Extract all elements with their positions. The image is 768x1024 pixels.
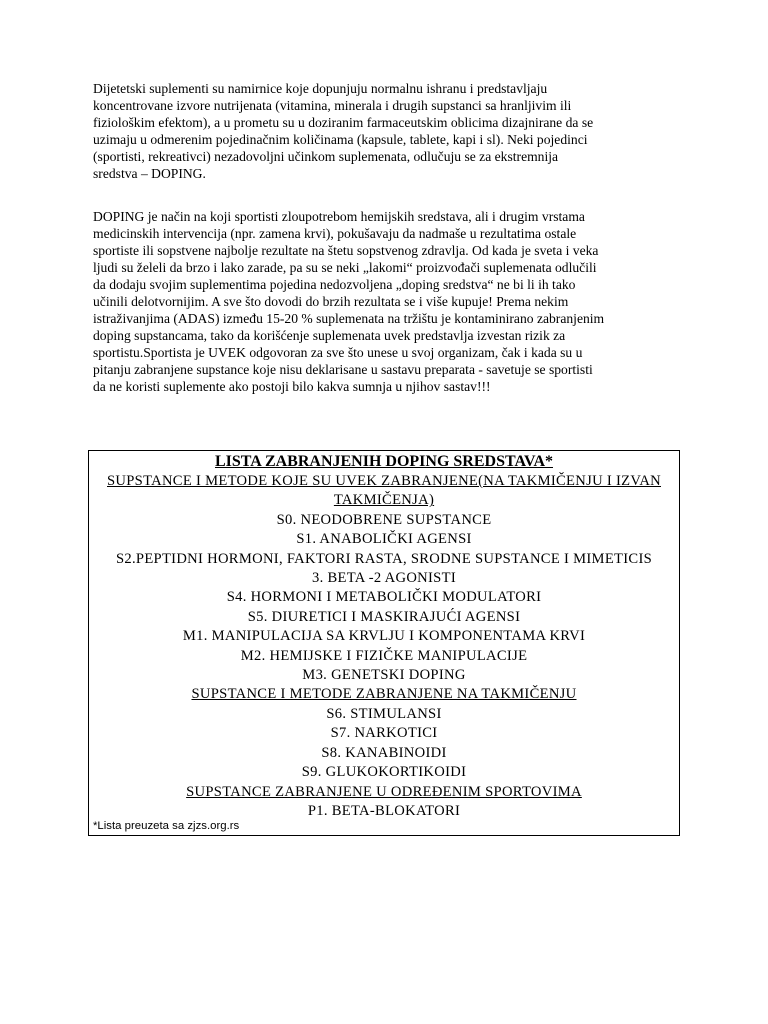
doping-paragraph-line: sportistu.Sportista je UVEK odgovoran za sve što unese u svoj organizam, čak i kada su u bbox=[93, 345, 583, 360]
list-item: P1. BETA-BLOKATORI bbox=[307, 802, 461, 819]
intro-paragraph bbox=[93, 80, 673, 182]
intro-line: (sportisti, rekreativci) nezadovoljni učinkom suplemenata, odlučuju se za ekstremnija bbox=[93, 149, 559, 164]
intro-line: fiziološkim efektom), a u prometu su u doziranim farmaceutskim oblicima dizajnirane da se bbox=[93, 115, 594, 130]
doping-paragraph-line: medicinskih intervencija (npr. zamena krvi), pokušavaju da nadmaše u rezultatima ostale bbox=[93, 226, 577, 241]
doping-paragraph-line: pitanju zabranjene supstance koje nisu deklarisane u sastavu preparata - savetuje se sportisti bbox=[93, 362, 593, 377]
list-item: S1. ANABOLIČKI AGENSI bbox=[296, 531, 472, 548]
list-item: M2. HEMIJSKE I FIZIČKE MANIPULACIJE bbox=[240, 647, 528, 664]
list-item: 3. BETA -2 AGONISTI bbox=[312, 570, 456, 587]
list-item: S0. NEODOBRENE SUPSTANCE bbox=[276, 511, 492, 528]
list-item: S2.PEPTIDNI HORMONI, FAKTORI RASTA, SRODNE SUPSTANCE I MIMETICIS bbox=[115, 550, 653, 567]
doping-paragraph-line: doping supstancama, tako da korišćenje suplemenata uvek predstavlja izvestan rizik za bbox=[93, 328, 566, 343]
list-item: M1. MANIPULACIJA SA KRVLJU I KOMPONENTAMA KRVI bbox=[182, 628, 586, 645]
doping-paragraph-line: DOPING je način na koji sportisti zloupotrebom hemijskih sredstava, ali i drugim vrstama bbox=[93, 209, 585, 224]
intro-line: koncentrovane izvore nutrijenata (vitamina, minerala i drugih supstanci sa hranljivim ili bbox=[93, 98, 572, 113]
list-section-heading: SUPSTANCE ZABRANJENE U ODREĐENIM SPORTOVIMA bbox=[186, 783, 582, 800]
list-item: M3. GENETSKI DOPING bbox=[302, 667, 466, 684]
list-item: S5. DIURETICI I MASKIRAJUĆI AGENSI bbox=[247, 608, 521, 625]
list-item: S6. STIMULANSI bbox=[326, 705, 442, 722]
doping-list-footnote: *Lista preuzeta sa zjzs.org.rs bbox=[93, 820, 240, 832]
intro-line: sredstva – DOPING. bbox=[93, 166, 206, 181]
doping-paragraph-line: istraživanjima (ADAS) između 15-20 % suplemenata na tržištu je kontaminirano zabranjenim bbox=[93, 311, 605, 326]
list-item: S7. NARKOTICI bbox=[330, 725, 438, 742]
doping-list-title: LISTA ZABRANJENIH DOPING SREDSTAVA* bbox=[214, 453, 553, 470]
doping-list-box bbox=[88, 450, 680, 836]
intro-line: Dijetetski suplementi su namirnice koje dopunjuju normalnu ishranu i predstavljaju bbox=[93, 81, 548, 96]
doping-paragraph-line: da ne koristi suplemente ako postoji bilo kakva sumnja u njihov sastav!!! bbox=[93, 379, 491, 394]
intro-line: uzimaju u odmerenim pojedinačnim količinama (kapsule, tablete, kapi i sl). Neki pojedinci bbox=[93, 132, 588, 147]
doping-paragraph-line: učinili delotvornijim. A sve što dovodi do brzih rezultata se i više kupuje! Prema nekim bbox=[93, 294, 569, 309]
list-section-heading: SUPSTANCE I METODE ZABRANJENE NA TAKMIČENJU bbox=[191, 686, 577, 703]
doping-paragraph bbox=[93, 208, 673, 395]
list-item: S4. HORMONI I METABOLIČKI MODULATORI bbox=[226, 589, 542, 606]
list-item: S9. GLUKOKORTIKOIDI bbox=[301, 764, 467, 781]
doping-list bbox=[89, 472, 679, 821]
list-section-heading: SUPSTANCE I METODE KOJE SU UVEK ZABRANJENE(NA TAKMIČENJU I IZVAN bbox=[107, 473, 661, 489]
list-item: S8. KANABINOIDI bbox=[321, 744, 447, 761]
doping-paragraph-line: ljudi su želeli da brzo i lako zarade, pa su se neki „lakomi“ proizvođači suplemenata odlučili bbox=[93, 260, 597, 275]
doping-paragraph-line: da dodaju svojim suplementima pojedina nedozvoljena „doping sredstva“ ne bi li ih tako bbox=[93, 277, 576, 292]
doping-paragraph-line: sportiste ili sopstvene najbolje rezultate na štetu sopstvenog zdravlja. Od kada je sveta i veka bbox=[93, 243, 599, 258]
list-section-heading: TAKMIČENJA) bbox=[333, 492, 435, 509]
